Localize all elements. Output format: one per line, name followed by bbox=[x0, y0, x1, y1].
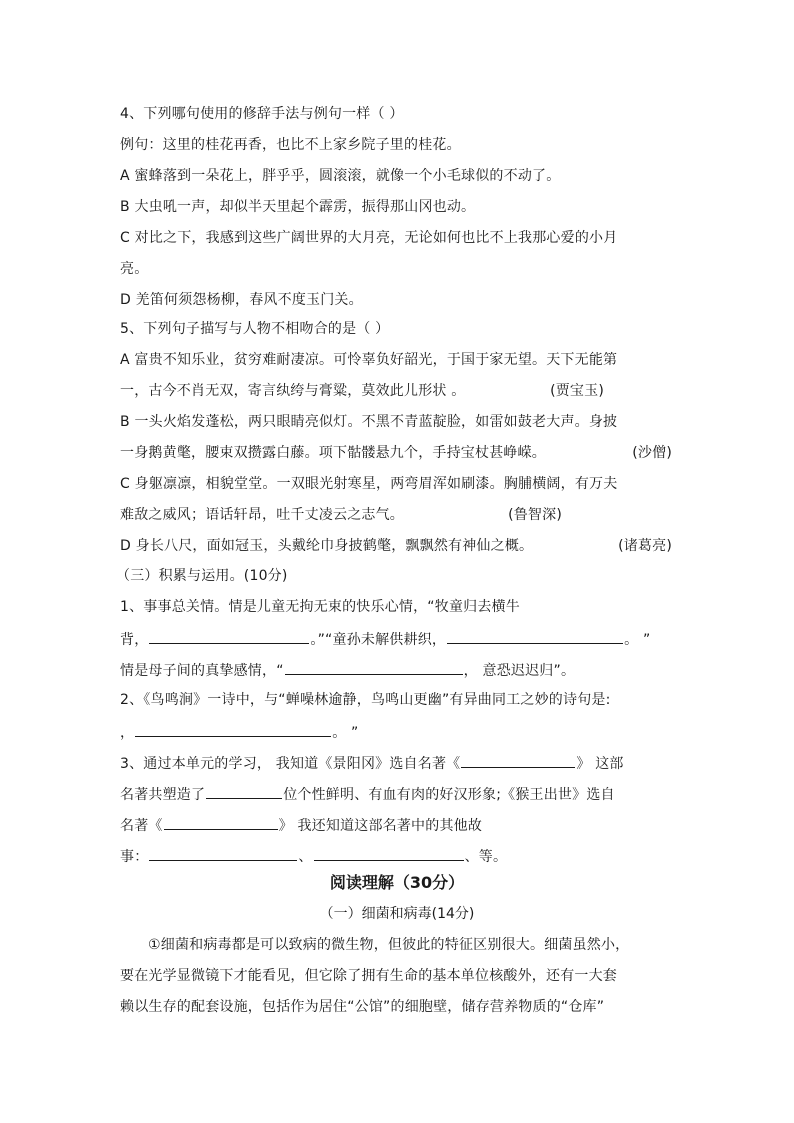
q5-option-d bbox=[120, 536, 672, 556]
s3-q3-blank-story1[interactable] bbox=[149, 845, 297, 861]
s3-q3-text-a: 3、通过本单元的学习， 我知道《景阳冈》选自名著《 bbox=[120, 756, 461, 772]
s3-q2-blank[interactable] bbox=[135, 721, 331, 737]
section3-title: （三）积累与运用。(10分) bbox=[116, 568, 288, 584]
s3-q3-blank-book1[interactable] bbox=[461, 752, 575, 768]
q5-option-b-character: (沙僧) bbox=[632, 445, 672, 461]
q4-option-c-line1: C 对比之下，我感到这些广阔世界的大月亮，无论如何也比不上我那心爱的小月 bbox=[120, 230, 618, 246]
s3-q2-line1: 2、《鸟鸣涧》一诗中，与“蝉噪林逾静，鸟鸣山更幽”有异曲同工之妙的诗句是: bbox=[120, 692, 611, 708]
s3-q3-blank-count[interactable] bbox=[206, 783, 282, 799]
q5-option-a-line1: A 富贵不知乐业，贫穷难耐凄凉。可怜辜负好韶光，于国于家无望。天下无能第 bbox=[120, 352, 618, 368]
s3-q3-text-f: 》 我还知道这部名著中的其他故 bbox=[278, 818, 483, 834]
s3-q3-text-i: 、等。 bbox=[464, 849, 508, 865]
s3-q3-text-c: 名著共塑造了 bbox=[120, 787, 206, 803]
s3-q3-blank-story2[interactable] bbox=[314, 845, 464, 861]
reading-subtitle: （一）细菌和病毒(14分) bbox=[319, 906, 475, 922]
s3-q3-line3 bbox=[120, 814, 482, 836]
q5-option-b-line1: B 一头火焰发蓬松，两只眼睛亮似灯。不黑不青蓝靛脸，如雷如鼓老大声。身披 bbox=[120, 414, 618, 430]
passage-line-1: ①细菌和病毒都是可以致病的微生物，但彼此的特征区别很大。细菌虽然小， bbox=[148, 937, 630, 953]
q5-option-b-line2 bbox=[120, 443, 672, 463]
s3-q1-text-a: 背， bbox=[120, 632, 149, 648]
s3-q1-line3 bbox=[120, 659, 575, 681]
q5-option-c-line1: C 身躯凛凛，相貌堂堂。一双眼光射寒星，两弯眉浑如刷漆。胸脯横阔，有万夫 bbox=[120, 476, 618, 492]
s3-q3-line4 bbox=[120, 845, 507, 867]
s3-q1-blank-3[interactable] bbox=[285, 659, 463, 675]
s3-q1-blank-1[interactable] bbox=[149, 628, 309, 644]
q4-question: 4、下列哪句使用的修辞手法与例句一样（ ） bbox=[120, 106, 404, 122]
q4-option-d: D 羌笛何须怨杨柳，春风不度玉门关。 bbox=[120, 292, 363, 308]
s3-q1-blank-2[interactable] bbox=[447, 628, 623, 644]
s3-q1-line1: 1、事事总关情。情是儿童无拘无束的快乐心情，“牧童归去横牛 bbox=[120, 599, 520, 615]
q4-option-a: A 蜜蜂落到一朵花上，胖乎乎，圆滚滚，就像一个小毛球似的不动了。 bbox=[120, 168, 561, 184]
s3-q1-text-b: 。”“童孙未解供耕织， bbox=[310, 632, 447, 648]
q4-option-c-line2: 亮。 bbox=[120, 261, 149, 277]
q5-option-c-line2 bbox=[120, 505, 672, 525]
passage-line-3: 赖以生存的配套设施，包括作为居住“公馆”的细胞壁，储存营养物质的“仓库” bbox=[120, 999, 605, 1015]
q4-example: 例句：这里的桂花再香，也比不上家乡院子里的桂花。 bbox=[120, 137, 461, 153]
q5-option-d-text: D 身长八尺，面如冠玉，头戴纶巾身披鹤氅，飘飘然有神仙之概。 bbox=[120, 538, 534, 554]
s3-q3-text-b: 》 这部 bbox=[576, 756, 624, 772]
s3-q2-line2 bbox=[120, 721, 359, 743]
q5-option-a-character: (贾宝玉) bbox=[550, 383, 604, 399]
q5-option-a-text: 一，古今不肖无双，寄言纨绔与膏粱，莫效此儿形状 。 bbox=[120, 383, 466, 399]
q5-question: 5、下列句子描写与人物不相吻合的是（ ） bbox=[120, 321, 390, 337]
q4-option-b: B 大虫吼一声，却似半天里起个霹雳，振得那山冈也动。 bbox=[120, 199, 476, 215]
reading-title: 阅读理解（30分） bbox=[329, 873, 465, 892]
s3-q1-text-d: 情是母子间的真挚感情，“ bbox=[120, 663, 284, 679]
s3-q3-line1 bbox=[120, 752, 624, 774]
q5-option-c-character: (鲁智深) bbox=[508, 507, 562, 523]
s3-q3-text-h: 、 bbox=[298, 849, 313, 865]
q5-option-b-text: 一身鹅黄氅，腰束双攒露白藤。项下骷髅悬九个，手持宝杖甚峥嵘。 bbox=[120, 445, 546, 461]
s3-q3-line2 bbox=[120, 783, 615, 805]
q5-option-a-line2 bbox=[120, 381, 672, 401]
s3-q2-text-a: ， bbox=[120, 725, 135, 741]
s3-q3-text-d: 位个性鲜明、有血有肉的好汉形象;《猴王出世》选自 bbox=[283, 787, 615, 803]
s3-q3-blank-book2[interactable] bbox=[164, 814, 278, 830]
passage-line-2: 要在光学显微镜下才能看见，但它除了拥有生命的基本单位核酸外，还有一大套 bbox=[120, 968, 617, 984]
s3-q1-line2 bbox=[120, 628, 650, 650]
s3-q3-text-e: 名著《 bbox=[120, 818, 163, 834]
s3-q2-text-b: 。 ” bbox=[332, 725, 359, 741]
s3-q1-text-c: 。 ” bbox=[624, 632, 651, 648]
q5-option-c-text: 难敌之威风；语话轩昂，吐千丈凌云之志气。 bbox=[120, 507, 404, 523]
s3-q1-text-e: ， 意恐迟迟归”。 bbox=[463, 663, 576, 679]
q5-option-d-character: (诸葛亮) bbox=[618, 538, 672, 554]
s3-q3-text-g: 事： bbox=[120, 849, 149, 865]
